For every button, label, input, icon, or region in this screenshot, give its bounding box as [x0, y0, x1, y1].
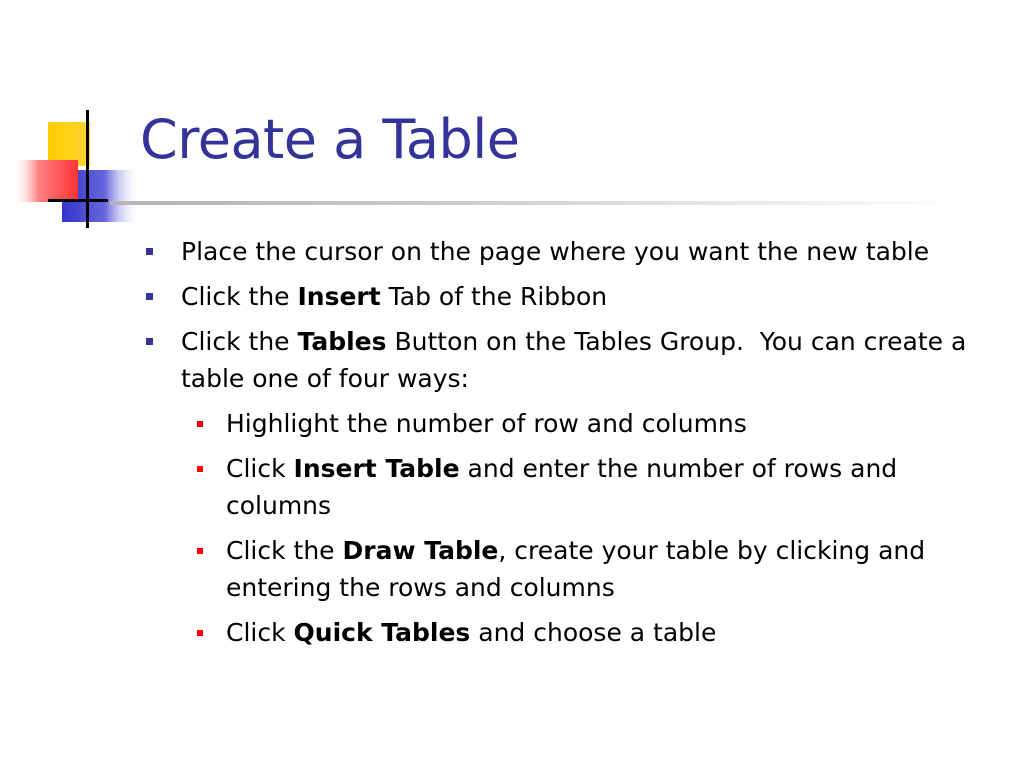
bold-term: Quick Tables [293, 618, 471, 647]
text-run: Click [226, 454, 294, 483]
text-run: Highlight the number of row and columns [226, 409, 747, 438]
square-bullet-icon [197, 421, 203, 427]
bold-term: Tables [297, 327, 387, 356]
text-run: Tab of the Ribbon [380, 282, 608, 311]
bullet-text [226, 409, 747, 438]
square-bullet-icon [197, 548, 203, 554]
bullet-text [226, 618, 716, 647]
text-run: Click the [181, 282, 298, 311]
bullet-item [140, 278, 1000, 315]
text-run: and enter the number of rows and columns [226, 454, 906, 520]
text-run: Click the [181, 327, 298, 356]
bullet-text [181, 327, 974, 393]
sub-bullet-item [140, 450, 1000, 524]
square-bullet-icon [146, 293, 153, 300]
sub-bullet-item [140, 614, 1000, 651]
bullet-text [181, 237, 929, 266]
title-divider [110, 201, 970, 205]
sub-bullet-item [140, 405, 1000, 442]
text-run: Click [226, 618, 294, 647]
bullet-text [226, 536, 933, 602]
bold-term: Insert Table [293, 454, 460, 483]
bullet-list [140, 233, 1000, 659]
bold-term: Insert [297, 282, 381, 311]
bullet-text [226, 454, 905, 520]
sub-bullet-item [140, 532, 1000, 606]
square-bullet-icon [146, 248, 153, 255]
slide-title: Create a Table [140, 108, 520, 171]
bullet-item [140, 233, 1000, 270]
bold-term: Draw Table [342, 536, 499, 565]
square-bullet-icon [197, 466, 203, 472]
text-run: and choose a table [470, 618, 717, 647]
text-run: Place the cursor on the page where you want the new table [181, 237, 930, 266]
text-run: Click the [226, 536, 343, 565]
square-bullet-icon [146, 338, 153, 345]
bullet-item [140, 323, 1000, 397]
text-run: Button on the Tables Group. You can create a table one of four ways: [181, 327, 975, 393]
square-bullet-icon [197, 630, 203, 636]
text-run: , create your table by clicking and entering the rows and columns [226, 536, 934, 602]
bullet-text [181, 282, 607, 311]
